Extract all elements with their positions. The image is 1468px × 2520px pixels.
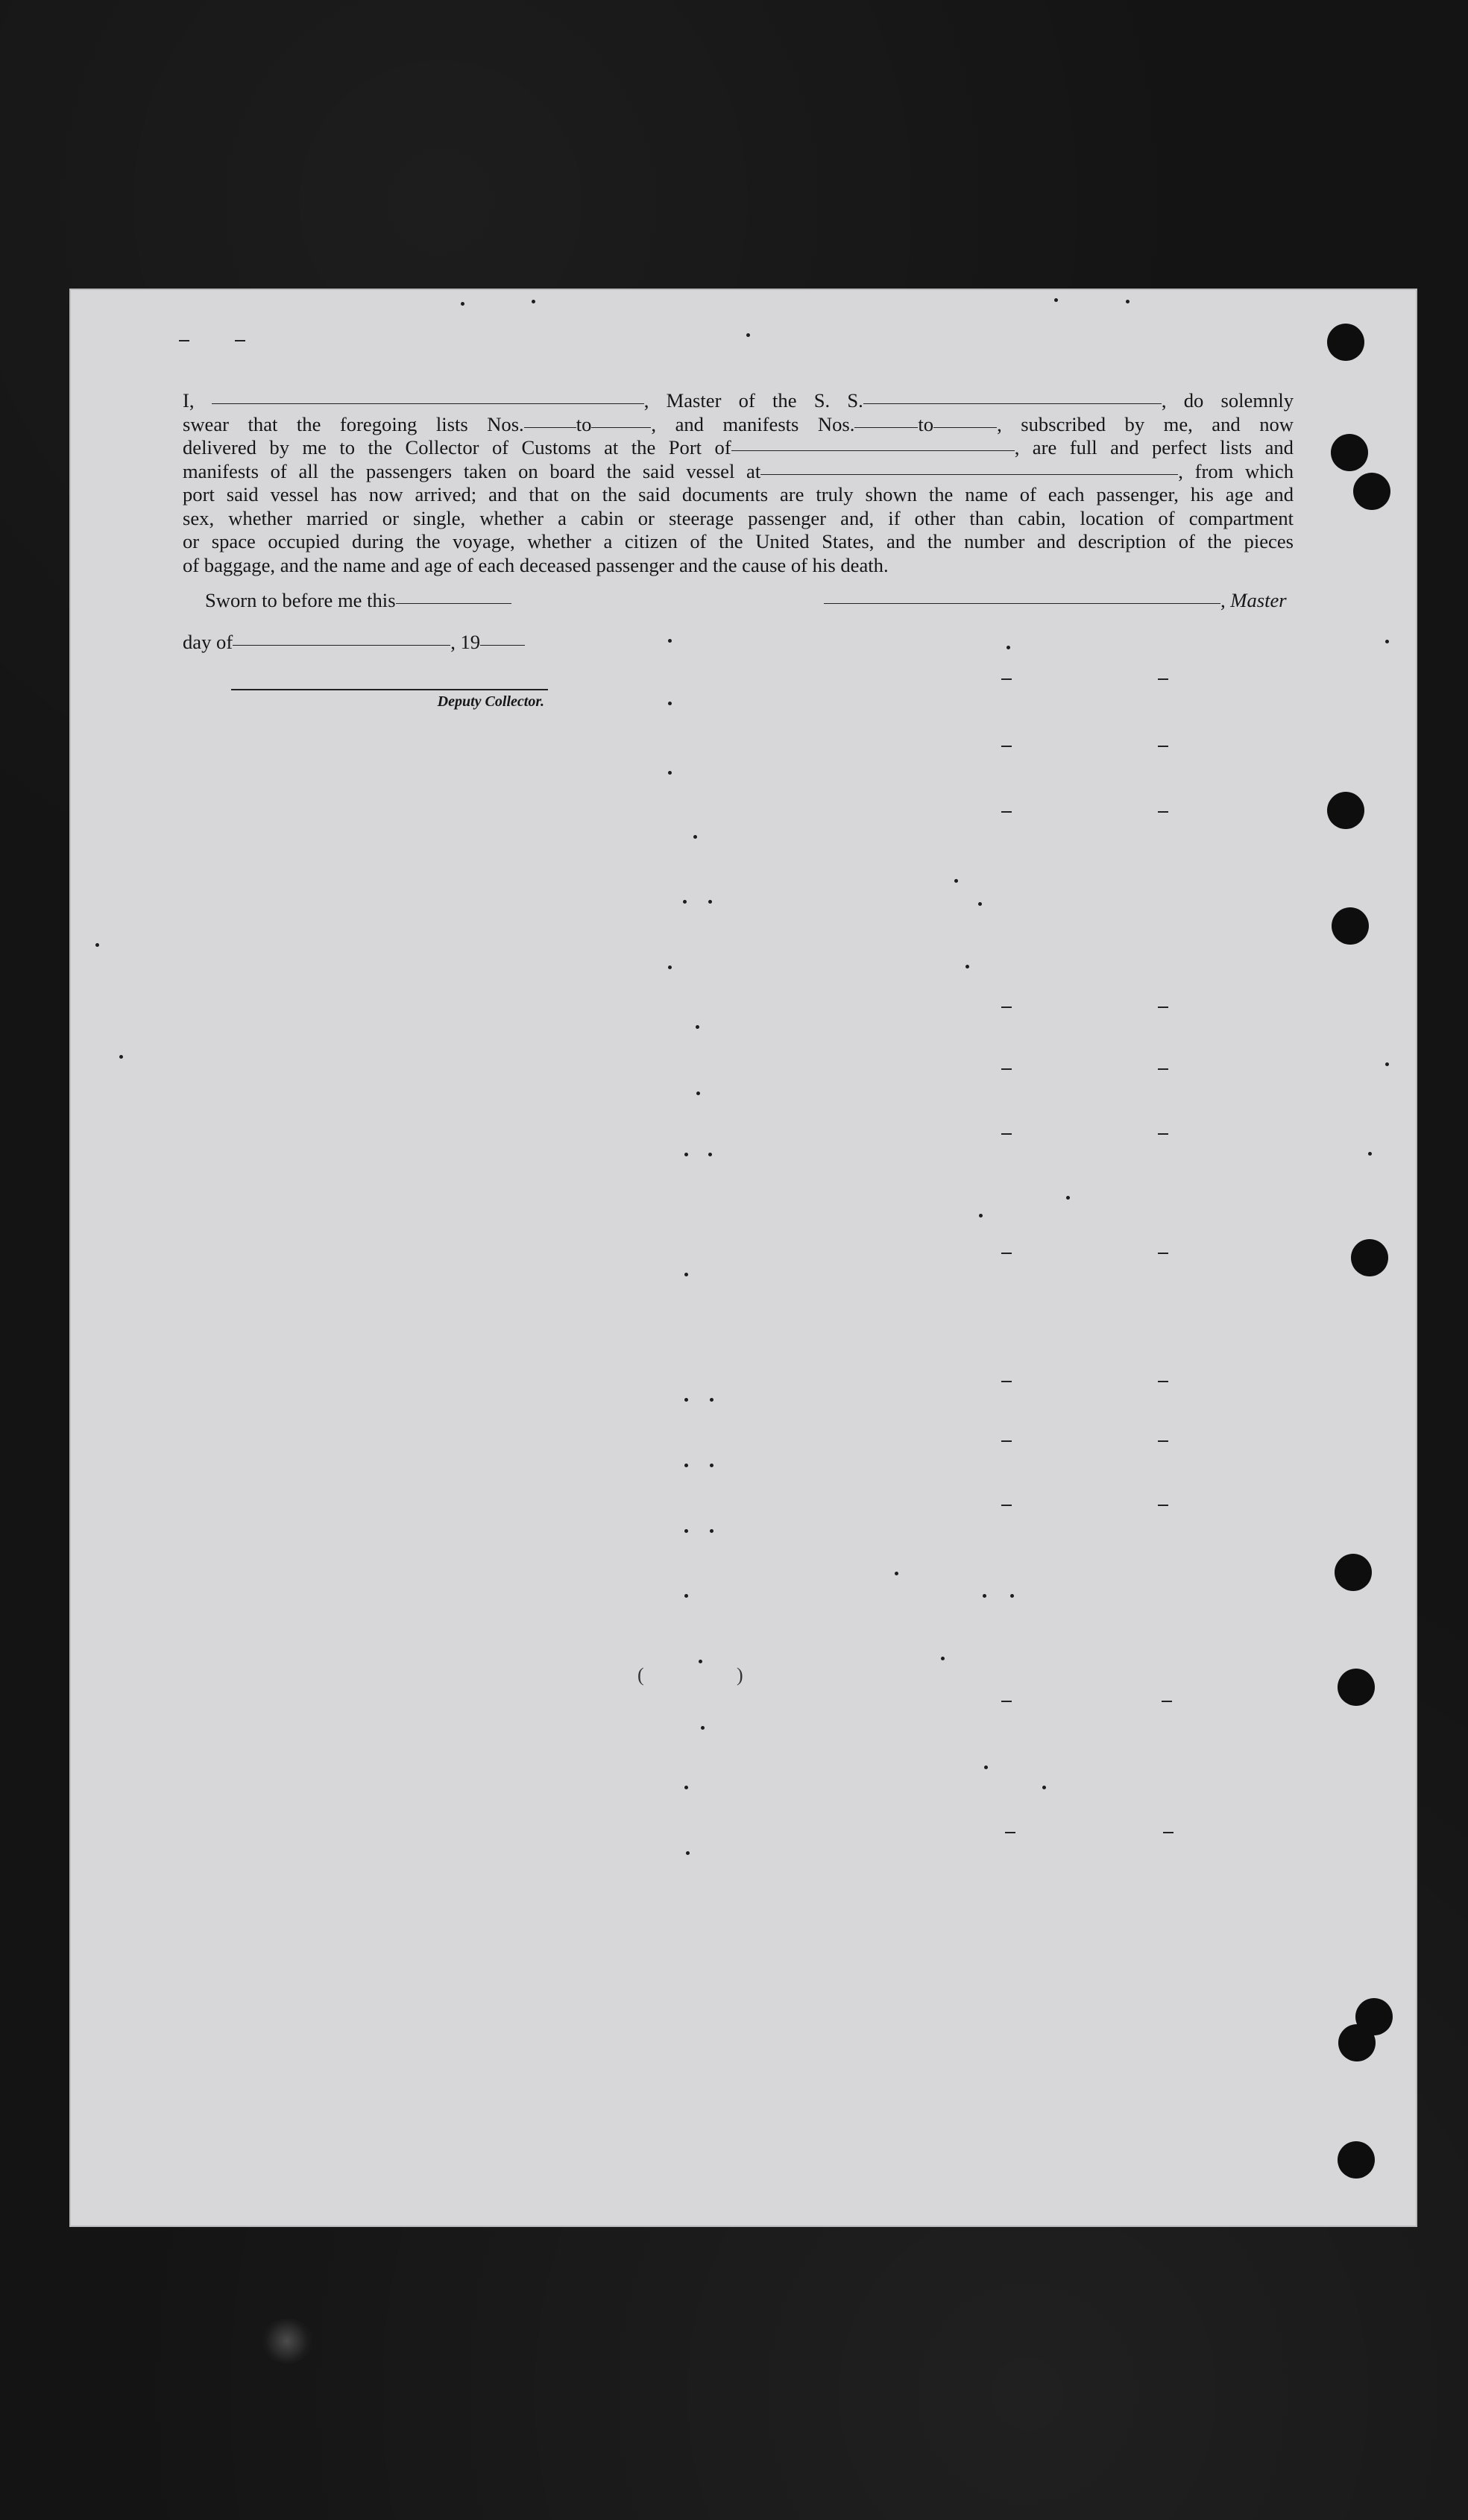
document-page bbox=[69, 289, 1417, 2227]
scan-smudge bbox=[261, 2319, 313, 2363]
punch-hole bbox=[1332, 907, 1369, 945]
oath-text: , subscribed by me, and now bbox=[997, 412, 1294, 435]
bleed-through-dash bbox=[1158, 746, 1168, 747]
sworn-day-blank[interactable] bbox=[396, 603, 511, 604]
list-from-blank[interactable] bbox=[524, 427, 576, 428]
bleed-through-dash bbox=[1001, 1007, 1012, 1008]
bleed-through-mark bbox=[746, 333, 750, 337]
bleed-through-dash bbox=[1158, 1253, 1168, 1254]
list-to-blank[interactable] bbox=[591, 427, 651, 428]
punch-hole bbox=[1335, 1554, 1372, 1591]
bleed-through-mark bbox=[1007, 646, 1010, 649]
bleed-through-mark bbox=[941, 1657, 945, 1660]
deputy-collector-signature-line[interactable] bbox=[231, 689, 548, 690]
bleed-through-mark bbox=[684, 1529, 688, 1533]
oath-text: , from which bbox=[1178, 459, 1294, 482]
month-blank[interactable] bbox=[233, 645, 450, 646]
oath-line: or space occupied during the voyage, whether a citizen of the United States, and the number and description of the pieces bbox=[183, 530, 1294, 552]
punch-hole bbox=[1338, 2141, 1375, 2179]
bleed-through-mark bbox=[708, 1153, 712, 1156]
year-prefix-label: , 19 bbox=[450, 631, 481, 653]
oath-text: manifests of all the passengers taken on board the said vessel at bbox=[183, 459, 761, 482]
punch-hole bbox=[1353, 473, 1390, 510]
day-of-row bbox=[183, 631, 525, 654]
master-label: , Master bbox=[1220, 589, 1287, 611]
bleed-through-dash bbox=[1001, 1381, 1012, 1382]
bleed-through-dash bbox=[235, 340, 245, 341]
bleed-through-mark bbox=[668, 771, 672, 775]
punch-hole bbox=[1338, 1669, 1375, 1706]
bleed-through-mark bbox=[965, 965, 969, 968]
bleed-through-mark bbox=[1042, 1786, 1046, 1789]
deputy-collector-label: Deputy Collector. bbox=[437, 693, 544, 710]
bleed-through-mark bbox=[693, 835, 697, 839]
bleed-through-mark bbox=[668, 702, 672, 705]
oath-text: , do solemnly bbox=[1161, 389, 1294, 412]
bleed-through-dash bbox=[1163, 1832, 1174, 1833]
oath-line bbox=[183, 413, 1294, 437]
oath-text: , Master of the S. S. bbox=[643, 389, 863, 412]
manifest-to-blank[interactable] bbox=[933, 427, 997, 428]
bleed-through-dash bbox=[1158, 1505, 1168, 1506]
bleed-through-mark bbox=[668, 639, 672, 643]
bleed-through-mark bbox=[979, 1214, 983, 1218]
bleed-through-mark bbox=[686, 1851, 690, 1855]
bleed-through-mark bbox=[1126, 300, 1130, 303]
bleed-through-mark bbox=[668, 966, 672, 969]
bleed-through-dash bbox=[1001, 1505, 1012, 1506]
oath-line: sex, whether married or single, whether a cabin or steerage passenger and, if other than cabin, location of compartment bbox=[183, 506, 1294, 529]
bleed-through-parenthesis: ) bbox=[737, 1664, 743, 1686]
punch-hole bbox=[1327, 324, 1364, 361]
bleed-through-mark bbox=[1385, 640, 1389, 643]
departure-port-blank[interactable] bbox=[760, 474, 1178, 475]
bleed-through-dash bbox=[1001, 1068, 1012, 1070]
oath-text: , and manifests Nos. bbox=[651, 412, 855, 435]
bleed-through-mark bbox=[983, 1594, 986, 1598]
bleed-through-mark bbox=[954, 879, 958, 883]
bleed-through-dash bbox=[1158, 1068, 1168, 1070]
bleed-through-dash bbox=[1001, 1701, 1012, 1702]
bleed-through-mark bbox=[696, 1092, 700, 1095]
port-blank[interactable] bbox=[731, 450, 1015, 451]
bleed-through-mark bbox=[684, 1464, 688, 1467]
master-oath-paragraph bbox=[183, 389, 1294, 577]
bleed-through-mark bbox=[978, 902, 982, 906]
bleed-through-dash bbox=[179, 340, 189, 341]
bleed-through-mark bbox=[1010, 1594, 1014, 1598]
bleed-through-mark bbox=[95, 943, 99, 947]
oath-line bbox=[183, 460, 1294, 484]
bleed-through-mark bbox=[684, 1153, 688, 1156]
bleed-through-dash bbox=[1158, 1007, 1168, 1008]
bleed-through-mark bbox=[683, 900, 687, 904]
bleed-through-mark bbox=[684, 1594, 688, 1598]
bleed-through-dash bbox=[1001, 811, 1012, 813]
bleed-through-mark bbox=[1066, 1196, 1070, 1200]
bleed-through-mark bbox=[699, 1660, 702, 1663]
day-of-label: day of bbox=[183, 631, 233, 653]
bleed-through-dash bbox=[1001, 746, 1012, 747]
master-signature-row bbox=[824, 589, 1287, 612]
bleed-through-mark bbox=[710, 1529, 713, 1533]
bleed-through-mark bbox=[1054, 298, 1058, 302]
bleed-through-dash bbox=[1158, 1133, 1168, 1135]
bleed-through-dash bbox=[1001, 678, 1012, 680]
punch-hole bbox=[1351, 1239, 1388, 1276]
punch-hole bbox=[1338, 2024, 1376, 2061]
bleed-through-dash bbox=[1001, 1440, 1012, 1442]
master-name-blank[interactable] bbox=[212, 403, 644, 404]
bleed-through-mark bbox=[895, 1572, 898, 1575]
bleed-through-mark bbox=[701, 1726, 705, 1730]
bleed-through-mark bbox=[710, 1398, 713, 1402]
punch-hole bbox=[1327, 792, 1364, 829]
bleed-through-mark bbox=[1385, 1062, 1389, 1066]
bleed-through-dash bbox=[1001, 1133, 1012, 1135]
bleed-through-mark bbox=[532, 300, 535, 303]
bleed-through-mark bbox=[684, 1786, 688, 1789]
oath-text: I, bbox=[183, 389, 195, 412]
bleed-through-mark bbox=[696, 1025, 699, 1029]
bleed-through-dash bbox=[1158, 1381, 1168, 1382]
oath-text: to bbox=[576, 412, 592, 435]
bleed-through-dash bbox=[1158, 811, 1168, 813]
sworn-label: Sworn to before me this bbox=[205, 589, 396, 611]
bleed-through-dash bbox=[1158, 1440, 1168, 1442]
bleed-through-mark bbox=[1368, 1152, 1372, 1156]
bleed-through-dash bbox=[1162, 1701, 1172, 1702]
bleed-through-dash bbox=[1001, 1253, 1012, 1254]
master-signature-blank[interactable] bbox=[824, 603, 1220, 604]
oath-text: delivered by me to the Collector of Customs at the Port of bbox=[183, 436, 731, 459]
sworn-row bbox=[205, 589, 511, 612]
oath-text: , are full and perfect lists and bbox=[1014, 436, 1294, 459]
punch-hole bbox=[1331, 434, 1368, 471]
bleed-through-mark bbox=[684, 1273, 688, 1276]
bleed-through-mark bbox=[119, 1055, 123, 1059]
year-blank[interactable] bbox=[480, 645, 525, 646]
oath-text: to bbox=[918, 412, 934, 435]
oath-line bbox=[183, 436, 1294, 460]
bleed-through-parenthesis: ( bbox=[637, 1664, 644, 1686]
ship-name-blank[interactable] bbox=[863, 403, 1162, 404]
bleed-through-mark bbox=[710, 1464, 713, 1467]
oath-line: of baggage, and the name and age of each deceased passenger and the cause of his death. bbox=[183, 553, 889, 576]
oath-text: swear that the foregoing lists Nos. bbox=[183, 412, 524, 435]
oath-line bbox=[183, 389, 1294, 413]
bleed-through-mark bbox=[708, 900, 712, 904]
bleed-through-mark bbox=[461, 302, 464, 306]
manifest-from-blank[interactable] bbox=[854, 427, 918, 428]
bleed-through-dash bbox=[1005, 1832, 1015, 1833]
bleed-through-mark bbox=[684, 1398, 688, 1402]
bleed-through-mark bbox=[984, 1765, 988, 1769]
bleed-through-dash bbox=[1158, 678, 1168, 680]
oath-line: port said vessel has now arrived; and that on the said documents are truly shown the name of each passenger, his age and bbox=[183, 483, 1294, 505]
